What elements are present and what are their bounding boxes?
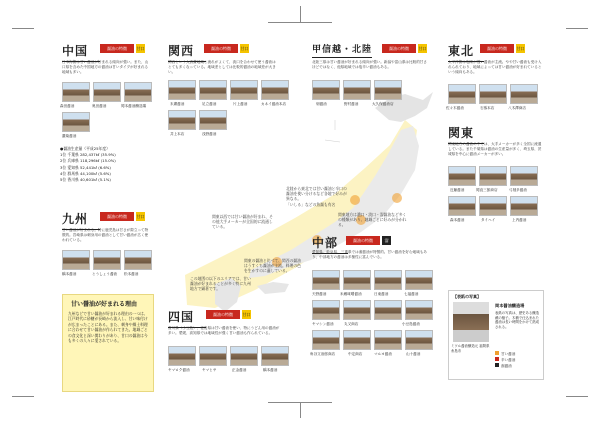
maker-name: マルヨ醤油 xyxy=(374,352,392,356)
cover-photo-title: 【表紙の写真】 xyxy=(453,294,481,299)
region-title-tohoku: 東北 xyxy=(448,42,474,59)
crop-mark xyxy=(12,28,34,29)
region-title-chugoku: 中国 xyxy=(62,42,88,59)
maker-photo xyxy=(374,330,402,350)
maker-photo xyxy=(62,82,90,102)
thumbs-chugoku-2 xyxy=(62,112,90,132)
crop-mark xyxy=(12,396,34,397)
maker-name: 石孫本店 xyxy=(480,106,495,110)
region-taste-shikoku: 甘口 xyxy=(242,312,251,317)
maker-photo xyxy=(199,110,227,130)
cover-photo-heading: 岡本醤油醸造場 xyxy=(495,303,525,308)
maker-name: 野村醤油 xyxy=(344,102,359,106)
maker-name: 米蔵味噌醤油 xyxy=(340,292,362,296)
maker-name: 片上醤油 xyxy=(233,102,248,106)
maker-photo xyxy=(479,196,507,216)
maker-name: 大久保醤油店 xyxy=(372,102,394,106)
map-outline xyxy=(325,120,340,142)
region-title-kanto: 関東 xyxy=(448,124,474,141)
maker-photo xyxy=(343,330,371,350)
maker-name: ヤマヒサ xyxy=(202,368,217,372)
map-note-kanto: 関東地方は濃口・淡口・溜醤油など多くの種類があり、地域ごとに好みが分かれる。 xyxy=(338,212,407,227)
cover-photo-text: 表紙の写真は、歴史ある醸造蔵の様子。木桶で仕込まれた醤油は長い時間をかけて熟成される。 xyxy=(495,311,540,329)
maker-photo xyxy=(343,300,371,320)
thumbs-kanto-2 xyxy=(448,196,538,216)
region-title-chubu: 中部 xyxy=(312,234,338,251)
maker-name: 岡直三郎商店 xyxy=(476,188,498,192)
map-dot-kanto xyxy=(392,193,402,203)
maker-photo xyxy=(230,80,258,100)
maker-name: 小豆島醤油 xyxy=(402,322,420,326)
maker-name: 末廣醤油 xyxy=(170,102,185,106)
maker-photo xyxy=(510,84,538,104)
maker-photo xyxy=(261,346,289,366)
maker-name: タイヘイ xyxy=(481,218,496,222)
maker-photo xyxy=(312,330,340,350)
region-taste-koshinetsu: 甘口 xyxy=(418,46,427,51)
maker-photo xyxy=(448,166,476,186)
maker-photo xyxy=(62,250,90,270)
maker-name: 中定商店 xyxy=(348,352,363,356)
ranking-row: 2位 兵庫県 118,296kℓ (15.0%) xyxy=(60,158,116,164)
maker-name: 七福醤油 xyxy=(404,292,419,296)
region-desc-kansai: 関西という大消費地域と流れがよくて、淡口を合わせて使う醤油はとても多くなっている。地域差としては比較的醤油の地域差が大きい。 xyxy=(168,60,276,74)
thumbs-koshinetsu xyxy=(312,80,402,100)
thumbs-kansai xyxy=(168,80,289,100)
region-taste-chubu: 溜 xyxy=(382,236,391,245)
maker-photo xyxy=(405,300,433,320)
maker-photo xyxy=(62,112,90,132)
maker-photo xyxy=(510,196,538,216)
thumbs-kyushu xyxy=(62,250,152,270)
maker-photo xyxy=(168,110,196,130)
region-badge-tohoku: 醤油の特徴 xyxy=(480,44,514,53)
maker-name: 足立醤油 xyxy=(202,102,217,106)
thumbs-tohoku xyxy=(448,84,538,104)
region-badge-shikoku: 醤油の特徴 xyxy=(206,310,240,319)
crop-mark xyxy=(268,22,332,23)
region-title-shikoku: 四国 xyxy=(168,308,194,325)
maker-name: とうしょう醤油 xyxy=(92,272,118,276)
thumbs-chugoku xyxy=(62,82,152,102)
maker-name: 松本醤油 xyxy=(124,272,139,276)
legend-swatch-icon xyxy=(495,351,499,355)
crop-mark xyxy=(300,6,301,22)
production-ranking xyxy=(60,146,152,183)
region-title-koshinetsu: 甲信越・北陸 xyxy=(312,42,372,55)
ranking-row: 5位 香川県 40,601kℓ (5.1%) xyxy=(60,177,111,183)
map-note-kansai: 関東の醤油と比べて、関西の醤油はうすくち醤油が主流。料理の色を生かすのに適している。 xyxy=(244,258,301,273)
maker-photo xyxy=(374,80,402,100)
legend-item: 辛い醤油 xyxy=(495,357,541,363)
maker-name: 弓削多醤油 xyxy=(509,188,527,192)
maker-photo xyxy=(479,84,507,104)
maker-photo xyxy=(312,80,340,100)
maker-name: 畑醤油 xyxy=(316,102,327,106)
legend-swatch-icon xyxy=(495,363,499,367)
region-taste-chugoku: 甘口 xyxy=(136,46,145,51)
maker-name: 浅野醤油 xyxy=(202,132,217,136)
legend-item: 甘い醤油 xyxy=(495,351,541,357)
maker-name: 森田醤油 xyxy=(60,104,75,108)
region-title-kansai: 関西 xyxy=(168,42,194,59)
maker-photo xyxy=(510,166,538,186)
maker-name: 上内醤油 xyxy=(512,218,527,222)
region-desc-kanto: 関東地方の醤油の中では、大手メーカーが多く全国に流通している。また千葉県は醤油の生産量が多く、埼玉県、茨城県を中心に醤油メーカーが多い。 xyxy=(448,142,542,156)
maker-photo xyxy=(405,330,433,350)
thumbs-kansai-2 xyxy=(168,110,227,130)
maker-name: 八木澤商店 xyxy=(508,106,526,110)
region-badge-kansai: 醤油の特徴 xyxy=(204,44,238,53)
maker-photo xyxy=(448,84,476,104)
maker-photo xyxy=(448,196,476,216)
maker-photo xyxy=(230,346,258,366)
region-desc-tohoku: 太平洋側は塩味が強い醤油が主流。やや甘い醤油も受け入れられており、地域によっては甘い醤油が好まれているという傾向もある。 xyxy=(448,60,542,74)
ranking-row: 1位 千葉県 282,437kℓ (35.9%) xyxy=(60,152,116,158)
maker-photo xyxy=(343,270,371,290)
maker-photo xyxy=(261,80,289,100)
region-badge-chugoku: 醤油の特徴 xyxy=(100,44,134,53)
maker-name: ヤマロク醤油 xyxy=(168,368,190,372)
maker-name: 山十醤油 xyxy=(406,352,421,356)
region-desc-koshinetsu: 北陸三県は甘い醤油が好まれる傾向が強い。新潟や富山県は比較的甘さほどではなく、他県地域では塩辛い醤油もある。 xyxy=(312,60,427,69)
maker-name: 正金醤油 xyxy=(232,368,247,372)
map-legend xyxy=(495,351,541,369)
maker-photo xyxy=(168,346,196,366)
crop-mark xyxy=(268,402,332,403)
maker-name: 橋本醤油 xyxy=(263,368,278,372)
maker-name: 角谷文治郎商店 xyxy=(310,352,336,356)
maker-name: 佐々木醤油 xyxy=(446,106,464,110)
region-badge-koshinetsu: 醤油の特徴 xyxy=(382,44,416,53)
legend-item: 溜醤油 xyxy=(495,363,541,369)
maker-name: 日東醤油 xyxy=(374,292,389,296)
maker-name: 近藤醤油 xyxy=(450,188,465,192)
maker-photo xyxy=(124,250,152,270)
maker-name: 天野醤油 xyxy=(312,292,327,296)
ranking-row: 3位 愛知県 52,441kℓ (6.6%) xyxy=(60,164,111,170)
crop-mark xyxy=(566,28,588,29)
region-desc-shikoku: 香川県（小豆島）、徳島県は甘い醤油を使い、特にうどん用の醤油が多い。愛媛、高知県では地域性が強く甘い醤油も作られている。 xyxy=(168,326,280,335)
legend-swatch-icon xyxy=(495,357,499,361)
region-taste-kyushu: 甘口 xyxy=(136,214,145,219)
region-desc-kyushu: 甘い醤油が好まれる。特に鹿児島は甘さが際立って特徴的。宮崎県は刺身用の醤油として甘い醤油が広く使われている。 xyxy=(62,228,149,242)
region-badge-chubu: 醤油の特徴 xyxy=(346,236,380,245)
ranking-title: ●醤油生産量（平成25年度） xyxy=(60,146,110,151)
maker-photo xyxy=(312,270,340,290)
maker-photo xyxy=(199,346,227,366)
maker-name: 奥田醤油 xyxy=(92,104,107,108)
maker-photo xyxy=(93,250,121,270)
region-badge-kyushu: 醤油の特徴 xyxy=(100,212,134,221)
maker-name: 丸又商店 xyxy=(344,322,359,326)
map-note-ishiru: 「いしる」などの魚醤も有名 xyxy=(286,202,336,207)
maker-name: カネイ醤油本店 xyxy=(261,102,287,106)
maker-name: 岡本醤油醸造場 xyxy=(121,104,147,108)
thumbs-shikoku xyxy=(168,346,289,366)
map-note-sweet: この地図の以下のエリアでは、甘い醤油が好まれることが多く特に九州地方で顕著です。 xyxy=(190,276,251,291)
region-taste-tohoku: 甘口 xyxy=(516,46,525,51)
reason-box xyxy=(62,294,154,392)
maker-photo xyxy=(374,270,402,290)
cover-photo-box xyxy=(448,290,544,380)
maker-photo xyxy=(374,300,402,320)
maker-photo xyxy=(479,166,507,186)
cover-photo-caption: ミツル醤油醸造元 福岡県糸島市 xyxy=(451,344,490,353)
ranking-row: 4位 群馬県 44,100kℓ (5.6%) xyxy=(60,170,111,176)
region-desc-chugoku: 日本海側は甘い醤油が好まれる傾向が強い。また、山口県を含めた中国地方の醤油は甘いタイプが好まれる地域も多い。 xyxy=(62,60,149,74)
crop-mark xyxy=(300,402,301,418)
map-note-hokuriku: 北陸から東北では甘い醤油と辛口の醤油を使い分けるなど各地で好みが異なる。 xyxy=(286,186,347,201)
region-desc-chubu: 愛知県、岐阜県、三重県では溜醤油が特徴的。甘い醤油を好む地域もあり、中部地方の醤油は多様性に富んでいる。 xyxy=(312,250,427,259)
region-taste-kansai: 甘口 xyxy=(240,46,249,51)
map-note-west: 関東以西では甘い醤油が好まれ、その他大手メーカーが全国的に流通している。 xyxy=(212,214,273,229)
maker-photo xyxy=(343,80,371,100)
maker-photo xyxy=(124,82,152,102)
maker-photo xyxy=(312,300,340,320)
maker-photo xyxy=(93,82,121,102)
maker-name: 濃菊醤油 xyxy=(62,134,77,138)
reason-body: 九州などで甘い醤油が好まれる理由の一つは、江戸時代に砂糖が長崎から流入し、甘い味付けが広まったことにある。また、刺身や郷土料理に合わせて甘い醤油が作られてきた。地域ごとの食文化と深い関わりがあり、甘口の醤油は今も多くの人々に愛されている。 xyxy=(68,311,148,344)
maker-photo xyxy=(405,270,433,290)
maker-photo xyxy=(199,80,227,100)
reason-title: 甘い醤油が好まれる理由 xyxy=(71,301,138,308)
map-dot-hokuriku xyxy=(350,195,360,205)
region-title-kyushu: 九州 xyxy=(62,210,88,227)
maker-name: 森本醤油 xyxy=(450,218,465,222)
thumbs-kanto xyxy=(448,166,538,186)
maker-name: 橋本醤油 xyxy=(62,272,77,276)
thumbs-chubu-3 xyxy=(312,330,433,350)
thumbs-chubu-2 xyxy=(312,300,433,320)
maker-name: ヤマシン醤油 xyxy=(312,322,334,326)
thumbs-chubu xyxy=(312,270,433,290)
maker-name: 井上本店 xyxy=(170,132,185,136)
cover-photo-image xyxy=(453,302,489,342)
maker-photo xyxy=(168,80,196,100)
crop-mark xyxy=(566,396,588,397)
